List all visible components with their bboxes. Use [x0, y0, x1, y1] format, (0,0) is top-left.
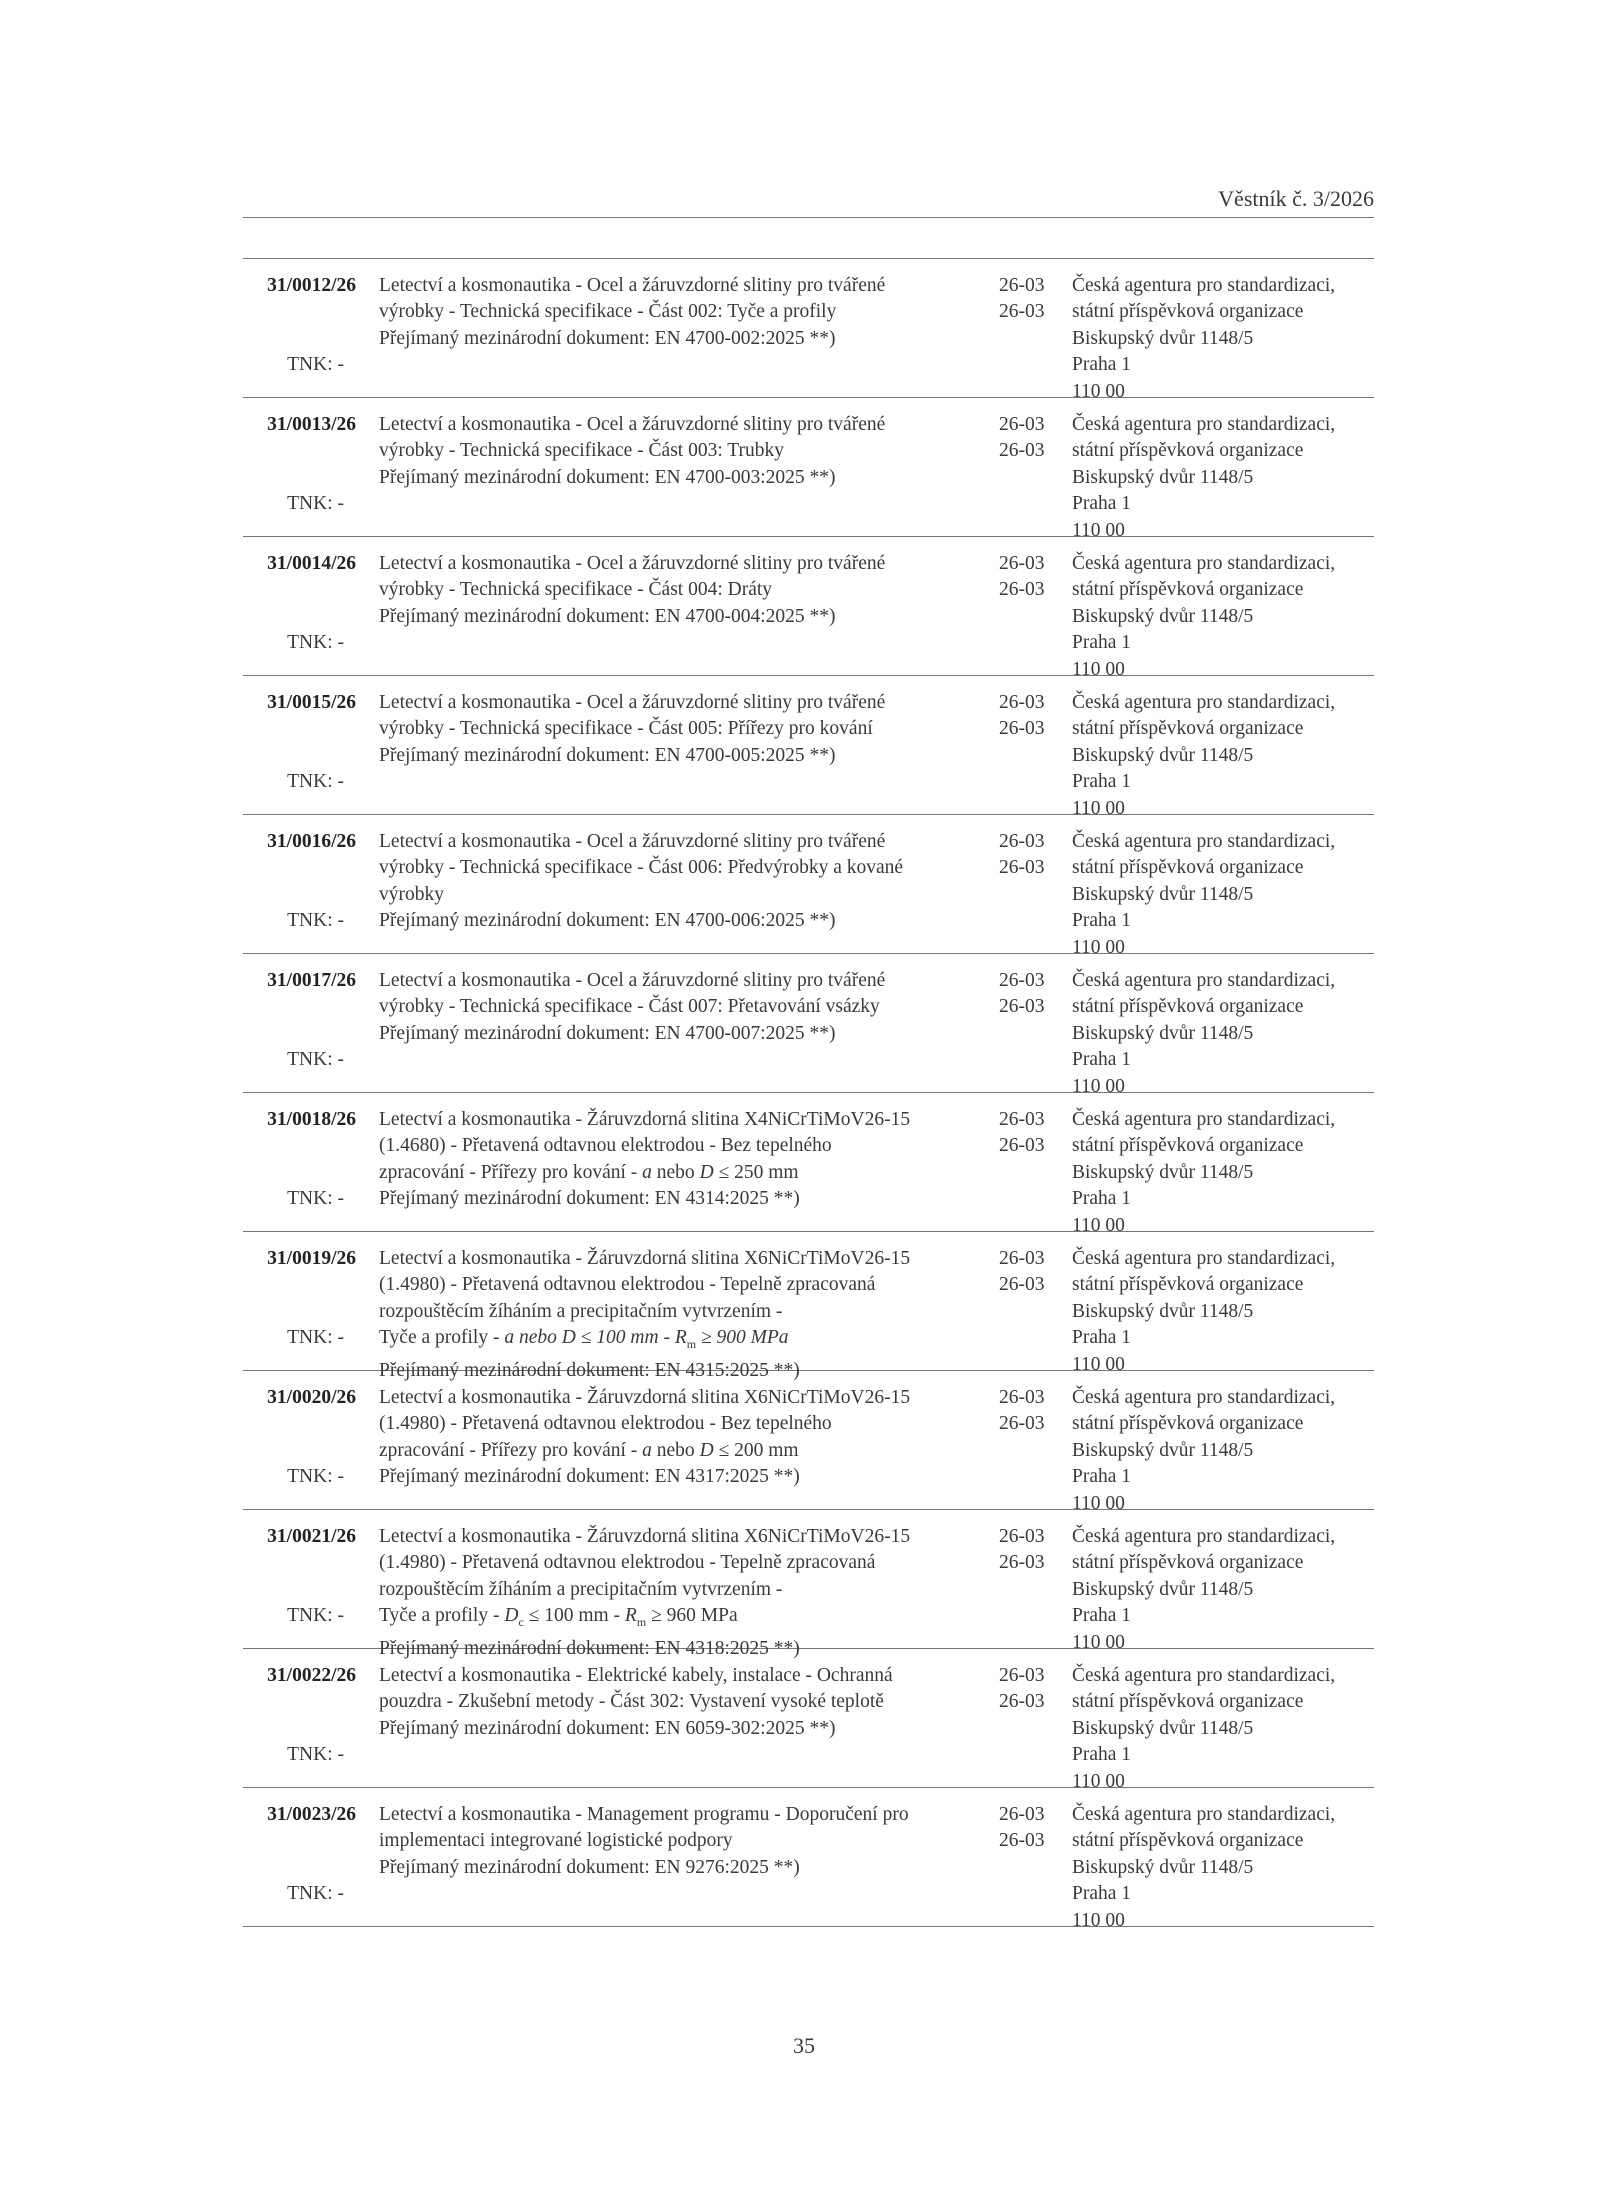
description-segment: ≥ 900 MPa: [696, 1327, 789, 1349]
dates-column: [999, 690, 1045, 743]
description-line: [379, 1855, 909, 1881]
table-row: [243, 259, 1374, 402]
standard-id: 31/0023/26: [267, 1804, 356, 1825]
organization-address: [1072, 1663, 1335, 1795]
description-segment: a nebo D ≤ 100 mm - R: [504, 1327, 687, 1349]
description-segment: Letectví a kosmonautika - Elektrické kabely, instalace - Ochranná: [379, 1665, 893, 1686]
description-line: [379, 743, 885, 769]
description-segment: (1.4980) - Přetavená odtavnou elektrodou - Tepelně zpracovaná: [379, 1552, 876, 1574]
tnk-label: TNK: -: [287, 771, 344, 792]
description-line: [379, 1411, 910, 1437]
description-segment: Přejímaný mezinárodní dokument: EN 4700-003:2025 **): [379, 466, 836, 488]
tnk-label: TNK: -: [287, 910, 344, 931]
description-segment: výrobky: [379, 883, 444, 905]
description-line: [379, 1438, 910, 1464]
organization-address: [1072, 968, 1335, 1100]
date-value: 26-03: [999, 857, 1045, 879]
address-line: státní příspěvková organizace: [1072, 1274, 1304, 1296]
date-value: 26-03: [999, 1387, 1045, 1408]
description-segment: výrobky - Technická specifikace - Část 006: Předvýrobky a kované: [379, 857, 904, 879]
organization-address: [1072, 829, 1335, 961]
description-segment: Letectví a kosmonautika - Ocel a žáruvzdorné slitiny pro tvářené: [379, 275, 886, 296]
description-segment: Letectví a kosmonautika - Ocel a žáruvzdorné slitiny pro tvářené: [379, 831, 886, 852]
description-segment: zpracování - Přířezy pro kování -: [379, 1439, 643, 1461]
standard-description: [379, 1524, 910, 1662]
description-line: [379, 1464, 910, 1490]
organization-address: [1072, 551, 1335, 683]
description-segment: Přejímaný mezinárodní dokument: EN 4318:2025 **): [379, 1637, 800, 1659]
address-line: Praha 1: [1072, 1744, 1132, 1766]
standard-id: 31/0018/26: [267, 1109, 356, 1130]
address-line: Česká agentura pro standardizaci,: [1072, 553, 1336, 574]
table-row: [243, 676, 1374, 819]
description-segment: R: [624, 1605, 637, 1627]
standard-description: [379, 551, 885, 630]
address-line: Biskupský dvůr 1148/5: [1072, 883, 1254, 905]
description-segment: Přejímaný mezinárodní dokument: EN 4700-007:2025 **): [379, 1022, 836, 1044]
description-segment: Přejímaný mezinárodní dokument: EN 4700-002:2025 **): [379, 327, 836, 349]
date-value: 26-03: [999, 579, 1045, 601]
tnk-label: TNK: -: [287, 1605, 344, 1626]
dates-column: [999, 1802, 1045, 1855]
description-segment: Přejímaný mezinárodní dokument: EN 9276:2025 **): [379, 1856, 800, 1878]
description-line: [379, 882, 903, 908]
address-line: Biskupský dvůr 1148/5: [1072, 605, 1254, 627]
description-segment: Přejímaný mezinárodní dokument: EN 4314:2025 **): [379, 1188, 800, 1210]
address-line: Biskupský dvůr 1148/5: [1072, 1161, 1254, 1183]
standard-id: 31/0015/26: [267, 692, 356, 713]
address-line: státní příspěvková organizace: [1072, 996, 1304, 1018]
page-number: 35: [793, 2033, 815, 2058]
description-segment: pouzdra - Zkušební metody - Část 302: Vystavení vysoké teplotě: [379, 1691, 884, 1713]
description-segment: Tyče a profily -: [379, 1605, 505, 1627]
address-line: Praha 1: [1072, 1049, 1132, 1071]
date-value: 26-03: [999, 1109, 1045, 1130]
address-line: 110 00: [1072, 1492, 1125, 1514]
date-value: 26-03: [999, 692, 1045, 713]
date-value: 26-03: [999, 1691, 1045, 1713]
description-segment: Letectví a kosmonautika - Žáruvzdorná slitina X6NiCrTiMoV26-15: [379, 1526, 911, 1547]
address-line: 110 00: [1072, 797, 1125, 819]
address-line: Praha 1: [1072, 1188, 1132, 1210]
date-value: 26-03: [999, 1665, 1045, 1686]
standard-id: 31/0020/26: [267, 1387, 356, 1408]
organization-address: [1072, 412, 1335, 544]
dates-column: [999, 1246, 1045, 1299]
address-line: Česká agentura pro standardizaci,: [1072, 1804, 1336, 1825]
address-line: státní příspěvková organizace: [1072, 1135, 1304, 1157]
organization-address: [1072, 1107, 1335, 1239]
dates-column: [999, 551, 1045, 604]
address-line: 110 00: [1072, 1214, 1125, 1236]
description-segment: D: [504, 1605, 519, 1627]
description-segment: Letectví a kosmonautika - Žáruvzdorná slitina X6NiCrTiMoV26-15: [379, 1248, 911, 1269]
description-segment: implementaci integrované logistické podpory: [379, 1830, 733, 1852]
description-segment: nebo: [651, 1161, 700, 1183]
description-segment: ≤ 250 mm: [713, 1161, 799, 1183]
description-line: [379, 577, 885, 603]
address-line: Biskupský dvůr 1148/5: [1072, 1300, 1254, 1322]
description-line: [379, 1524, 910, 1550]
description-line: [379, 1021, 885, 1047]
dates-column: [999, 1107, 1045, 1160]
description-line: [379, 968, 885, 994]
date-value: 26-03: [999, 1274, 1045, 1296]
address-line: státní příspěvková organizace: [1072, 301, 1304, 323]
description-segment: Letectví a kosmonautika - Management programu - Doporučení pro: [379, 1804, 909, 1825]
description-line: [379, 1663, 893, 1689]
table-row: [243, 537, 1374, 680]
table-row: [243, 1510, 1374, 1659]
description-line: [379, 1246, 910, 1272]
description-segment: m: [636, 1615, 647, 1630]
date-value: 26-03: [999, 996, 1045, 1018]
address-line: 110 00: [1072, 1909, 1125, 1931]
description-line: [379, 1107, 910, 1133]
address-line: 110 00: [1072, 936, 1125, 958]
dates-column: [999, 273, 1045, 326]
description-segment: Přejímaný mezinárodní dokument: EN 4700-005:2025 **): [379, 744, 836, 766]
address-line: 110 00: [1072, 1075, 1125, 1097]
standard-description: [379, 1663, 893, 1742]
organization-address: [1072, 1524, 1335, 1656]
description-line: [379, 326, 885, 352]
standard-id: 31/0012/26: [267, 275, 356, 296]
address-line: Česká agentura pro standardizaci,: [1072, 1248, 1336, 1269]
organization-address: [1072, 273, 1335, 405]
date-value: 26-03: [999, 1552, 1045, 1574]
dates-column: [999, 829, 1045, 882]
description-segment: rozpouštěcím žíháním a precipitačním vytvrzením -: [379, 1300, 783, 1322]
standard-id: 31/0017/26: [267, 970, 356, 991]
description-segment: Přejímaný mezinárodní dokument: EN 4315:2025 **): [379, 1359, 800, 1381]
description-line: [379, 551, 885, 577]
standard-description: [379, 690, 885, 769]
description-segment: Přejímaný mezinárodní dokument: EN 4700-006:2025 **): [379, 910, 836, 932]
address-line: Česká agentura pro standardizaci,: [1072, 1526, 1336, 1547]
dates-column: [999, 968, 1045, 1021]
description-line: [379, 1385, 910, 1411]
description-line: [379, 1325, 910, 1357]
address-line: 110 00: [1072, 1353, 1125, 1375]
address-line: Praha 1: [1072, 354, 1132, 376]
description-line: [379, 1716, 893, 1742]
description-line: [379, 604, 885, 630]
description-line: [379, 994, 885, 1020]
description-line: [379, 1133, 910, 1159]
description-segment: Letectví a kosmonautika - Ocel a žáruvzdorné slitiny pro tvářené: [379, 553, 886, 574]
description-line: [379, 716, 885, 742]
date-value: 26-03: [999, 301, 1045, 323]
date-value: 26-03: [999, 1248, 1045, 1269]
description-segment: D: [699, 1161, 714, 1183]
description-segment: Letectví a kosmonautika - Ocel a žáruvzdorné slitiny pro tvářené: [379, 414, 886, 435]
description-segment: (1.4980) - Přetavená odtavnou elektrodou - Bez tepelného: [379, 1413, 832, 1435]
date-value: 26-03: [999, 831, 1045, 852]
date-value: 26-03: [999, 970, 1045, 991]
description-segment: rozpouštěcím žíháním a precipitačním vytvrzením -: [379, 1578, 783, 1600]
description-line: [379, 1689, 893, 1715]
address-line: Česká agentura pro standardizaci,: [1072, 1665, 1336, 1686]
description-segment: výrobky - Technická specifikace - Část 004: Dráty: [379, 579, 773, 601]
description-line: [379, 438, 885, 464]
address-line: Česká agentura pro standardizaci,: [1072, 1387, 1336, 1408]
tnk-label: TNK: -: [287, 354, 344, 375]
description-line: [379, 1299, 910, 1325]
address-line: Praha 1: [1072, 771, 1132, 793]
table-row: [243, 1788, 1374, 1931]
date-value: 26-03: [999, 1413, 1045, 1435]
address-line: státní příspěvková organizace: [1072, 1413, 1304, 1435]
description-segment: (1.4680) - Přetavená odtavnou elektrodou - Bez tepelného: [379, 1135, 832, 1157]
address-line: Praha 1: [1072, 1466, 1132, 1488]
address-line: Praha 1: [1072, 1327, 1132, 1349]
description-segment: a: [642, 1161, 652, 1183]
tnk-label: TNK: -: [287, 1466, 344, 1487]
address-line: Biskupský dvůr 1148/5: [1072, 1439, 1254, 1461]
dates-column: [999, 1385, 1045, 1438]
description-segment: Přejímaný mezinárodní dokument: EN 6059-302:2025 **): [379, 1717, 836, 1739]
description-segment: (1.4980) - Přetavená odtavnou elektrodou - Tepelně zpracovaná: [379, 1274, 876, 1296]
date-value: 26-03: [999, 718, 1045, 740]
address-line: Biskupský dvůr 1148/5: [1072, 327, 1254, 349]
date-value: 26-03: [999, 553, 1045, 574]
address-line: Praha 1: [1072, 493, 1132, 515]
description-line: [379, 690, 885, 716]
description-segment: Přejímaný mezinárodní dokument: EN 4317:2025 **): [379, 1466, 800, 1488]
address-line: Praha 1: [1072, 910, 1132, 932]
address-line: Praha 1: [1072, 1605, 1132, 1627]
address-line: Praha 1: [1072, 1883, 1132, 1905]
address-line: Česká agentura pro standardizaci,: [1072, 970, 1336, 991]
table-row: [243, 398, 1374, 541]
address-line: státní příspěvková organizace: [1072, 1830, 1304, 1852]
address-line: Biskupský dvůr 1148/5: [1072, 1717, 1254, 1739]
description-line: [379, 1802, 909, 1828]
table-row: [243, 954, 1374, 1097]
description-segment: výrobky - Technická specifikace - Část 002: Tyče a profily: [379, 301, 837, 323]
tnk-label: TNK: -: [287, 1327, 344, 1348]
dates-column: [999, 1524, 1045, 1577]
address-line: Biskupský dvůr 1148/5: [1072, 744, 1254, 766]
organization-address: [1072, 1246, 1335, 1378]
standard-description: [379, 1107, 910, 1213]
tnk-label: TNK: -: [287, 1188, 344, 1209]
standard-id: 31/0016/26: [267, 831, 356, 852]
description-segment: nebo: [651, 1439, 700, 1461]
standard-description: [379, 412, 885, 491]
standard-description: [379, 829, 903, 935]
address-line: Česká agentura pro standardizaci,: [1072, 692, 1336, 713]
description-segment: D: [699, 1439, 714, 1461]
date-value: 26-03: [999, 414, 1045, 435]
date-value: 26-03: [999, 1830, 1045, 1852]
date-value: 26-03: [999, 1804, 1045, 1825]
date-value: 26-03: [999, 1526, 1045, 1547]
address-line: Česká agentura pro standardizaci,: [1072, 1109, 1336, 1130]
table-row: [243, 1093, 1374, 1236]
address-line: Česká agentura pro standardizaci,: [1072, 831, 1336, 852]
address-line: Biskupský dvůr 1148/5: [1072, 1856, 1254, 1878]
address-line: Biskupský dvůr 1148/5: [1072, 1022, 1254, 1044]
address-line: 110 00: [1072, 380, 1125, 402]
description-segment: zpracování - Přířezy pro kování -: [379, 1161, 643, 1183]
description-segment: m: [686, 1337, 697, 1352]
address-line: Biskupský dvůr 1148/5: [1072, 466, 1254, 488]
description-segment: Letectví a kosmonautika - Žáruvzdorná slitina X4NiCrTiMoV26-15: [379, 1109, 911, 1130]
organization-address: [1072, 1385, 1335, 1517]
dates-column: [999, 1663, 1045, 1716]
table-row: [243, 1232, 1374, 1381]
address-line: 110 00: [1072, 658, 1125, 680]
standard-id: 31/0021/26: [267, 1526, 356, 1547]
description-line: [379, 1272, 910, 1298]
description-line: [379, 412, 885, 438]
address-line: 110 00: [1072, 1631, 1125, 1653]
address-line: Biskupský dvůr 1148/5: [1072, 1578, 1254, 1600]
description-line: [379, 829, 903, 855]
description-line: [379, 1603, 910, 1635]
address-line: 110 00: [1072, 1770, 1125, 1792]
description-line: [379, 1577, 910, 1603]
description-segment: ≤ 100 mm -: [523, 1605, 625, 1627]
description-line: [379, 1828, 909, 1854]
organization-address: [1072, 690, 1335, 822]
description-segment: Letectví a kosmonautika - Ocel a žáruvzdorné slitiny pro tvářené: [379, 970, 886, 991]
address-line: státní příspěvková organizace: [1072, 857, 1304, 879]
table-row: [243, 1649, 1374, 1792]
description-segment: ≥ 960 MPa: [646, 1605, 738, 1627]
address-line: státní příspěvková organizace: [1072, 1691, 1304, 1713]
table-row: [243, 815, 1374, 958]
description-segment: výrobky - Technická specifikace - Část 003: Trubky: [379, 440, 784, 462]
date-value: 26-03: [999, 440, 1045, 462]
description-line: [379, 465, 885, 491]
standard-description: [379, 1246, 910, 1384]
description-segment: c: [518, 1615, 524, 1630]
address-line: Česká agentura pro standardizaci,: [1072, 414, 1336, 435]
description-line: [379, 855, 903, 881]
tnk-label: TNK: -: [287, 1049, 344, 1070]
description-line: [379, 1186, 910, 1212]
tnk-label: TNK: -: [287, 1744, 344, 1765]
description-line: [379, 299, 885, 325]
address-line: státní příspěvková organizace: [1072, 1552, 1304, 1574]
standard-id: 31/0013/26: [267, 414, 356, 435]
tnk-label: TNK: -: [287, 493, 344, 514]
standard-description: [379, 1802, 909, 1881]
tnk-label: TNK: -: [287, 1883, 344, 1904]
description-line: [379, 1550, 910, 1576]
standard-id: 31/0022/26: [267, 1665, 356, 1686]
standard-id: 31/0014/26: [267, 553, 356, 574]
standards-table: [243, 259, 1374, 1931]
date-value: 26-03: [999, 275, 1045, 296]
address-line: 110 00: [1072, 519, 1125, 541]
description-segment: Přejímaný mezinárodní dokument: EN 4700-004:2025 **): [379, 605, 836, 627]
dates-column: [999, 412, 1045, 465]
date-value: 26-03: [999, 1135, 1045, 1157]
description-line: [379, 908, 903, 934]
description-segment: ≤ 200 mm: [713, 1439, 799, 1461]
standard-description: [379, 1385, 910, 1491]
description-line: [379, 1160, 910, 1186]
address-line: státní příspěvková organizace: [1072, 440, 1304, 462]
address-line: Česká agentura pro standardizaci,: [1072, 275, 1336, 296]
description-segment: výrobky - Technická specifikace - Část 005: Přířezy pro kování: [379, 718, 873, 740]
header-rule: [243, 217, 1374, 218]
description-segment: Letectví a kosmonautika - Ocel a žáruvzdorné slitiny pro tvářené: [379, 692, 886, 713]
description-line: [379, 273, 885, 299]
organization-address: [1072, 1802, 1335, 1934]
standard-id: 31/0019/26: [267, 1248, 356, 1269]
tnk-label: TNK: -: [287, 632, 344, 653]
address-line: státní příspěvková organizace: [1072, 718, 1304, 740]
description-segment: Tyče a profily -: [379, 1327, 505, 1349]
bulletin-title: Věstník č. 3/2026: [1218, 186, 1374, 211]
standard-description: [379, 273, 885, 352]
table-row: [243, 1371, 1374, 1514]
description-segment: Letectví a kosmonautika - Žáruvzdorná slitina X6NiCrTiMoV26-15: [379, 1387, 911, 1408]
description-segment: výrobky - Technická specifikace - Část 007: Přetavování vsázky: [379, 996, 880, 1018]
description-segment: a: [642, 1439, 652, 1461]
standard-description: [379, 968, 885, 1047]
address-line: státní příspěvková organizace: [1072, 579, 1304, 601]
address-line: Praha 1: [1072, 632, 1132, 654]
